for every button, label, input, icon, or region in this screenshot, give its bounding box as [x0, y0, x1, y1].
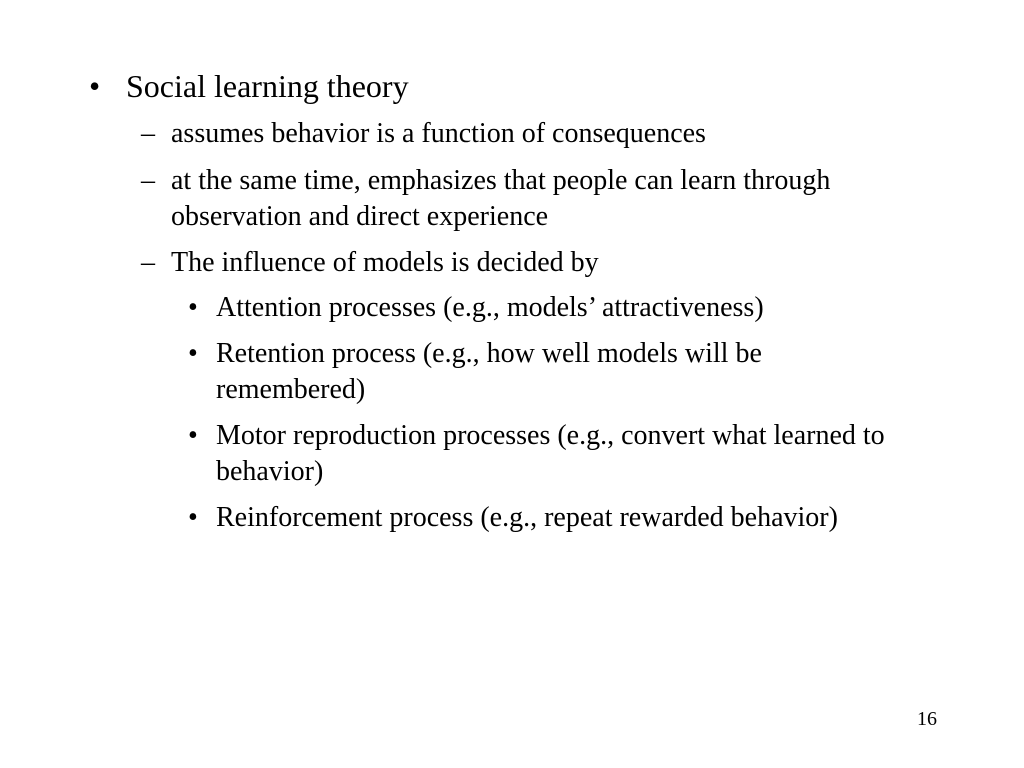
- sub-sub-bullet-retention: [0, 336, 896, 408]
- dash-marker: –: [141, 165, 155, 196]
- sub-bullet-text: assumes behavior is a function of consequences: [171, 118, 706, 149]
- sub-bullet-text: at the same time, emphasizes that people can learn through observation and direct experience: [171, 165, 831, 232]
- bullet-marker: •: [188, 502, 198, 533]
- sub-bullet-observation: [0, 163, 871, 235]
- bullet-marker: •: [188, 420, 198, 451]
- bullet-marker: •: [188, 292, 198, 323]
- sub-sub-bullet-attention: [0, 290, 916, 326]
- sub-sub-bullet-motor-reproduction: [0, 418, 906, 490]
- dash-marker: –: [141, 118, 155, 149]
- bullet-social-learning-theory: [0, 68, 946, 104]
- bullet-marker: •: [188, 338, 198, 369]
- sub-sub-bullet-text: Attention processes (e.g., models’ attractiveness): [216, 292, 764, 323]
- page-number: 16: [917, 708, 937, 730]
- sub-bullet-consequences: [0, 116, 931, 152]
- sub-bullet-text: The influence of models is decided by: [171, 247, 599, 278]
- sub-bullet-influence-of-models: [0, 245, 931, 281]
- sub-sub-bullet-reinforcement: [0, 500, 856, 536]
- dash-marker: –: [141, 247, 155, 278]
- sub-sub-bullet-text: Retention process (e.g., how well models will be remembered): [216, 338, 762, 405]
- sub-sub-bullet-text: Motor reproduction processes (e.g., convert what learned to behavior): [216, 420, 885, 487]
- bullet-text: Social learning theory: [126, 68, 409, 104]
- sub-sub-bullet-text: Reinforcement process (e.g., repeat rewarded behavior): [216, 502, 838, 533]
- bullet-marker: •: [89, 68, 101, 104]
